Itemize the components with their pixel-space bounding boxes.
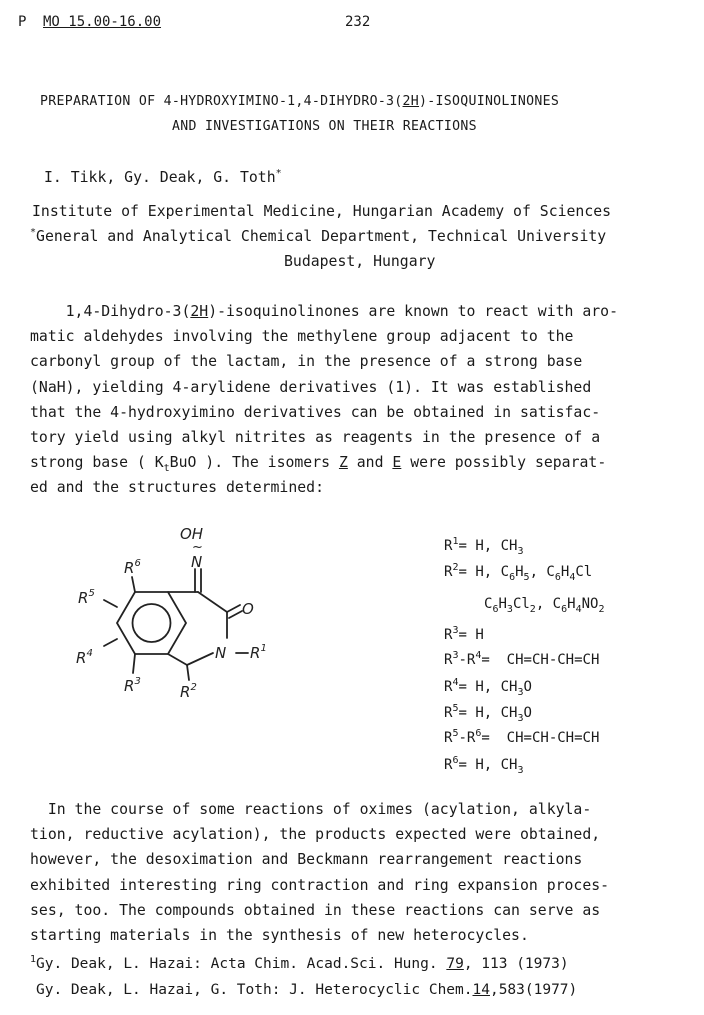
r4-definition: $R^4= H$, $CH_3O$	[444, 677, 532, 698]
r6-label: $R^6$	[124, 558, 141, 577]
oxime-n-label: N	[191, 553, 203, 571]
para1-line: carbonyl group of the lactam, in the presence of a strong base	[30, 353, 583, 371]
r5-definition: $R^5= H$, $CH_3O$	[444, 703, 532, 724]
para1-line: 1,4-Dihydro-3(2H)-isoquinolinones are known to react with aro-	[30, 303, 618, 320]
affiliation-line-1: Institute of Experimental Medicine, Hungarian Academy of Sciences	[32, 203, 612, 220]
title-line-2: AND INVESTIGATIONS ON THEIR REACTIONS	[172, 119, 477, 134]
para1-line: ed and the structures determined:	[30, 479, 324, 497]
results-paragraph	[30, 797, 609, 948]
affiliation-line-2: *General and Analytical Chemical Department, Technical University	[30, 227, 607, 245]
oh-label: OH	[180, 525, 204, 543]
para1-line: (NaH), yielding 4-arylidene derivatives (1). It was established	[30, 378, 592, 396]
authors: I. Tikk, Gy. Deak, G. Toth*	[44, 168, 282, 186]
para2-line: exhibited interesting ring contraction and ring expansion proces-	[30, 876, 610, 894]
r6-definition: $R^6= H$, $CH_3$	[444, 755, 524, 776]
aromatic-circle	[133, 604, 171, 642]
ring-n-label: N	[215, 644, 227, 662]
r2-label: $R^2$	[180, 682, 197, 701]
intro-paragraph	[30, 299, 618, 501]
para1-line: tory yield using alkyl nitrites as reagents in the presence of a	[30, 429, 601, 447]
page-number: 232	[345, 14, 371, 30]
reference-1: $^1$Gy. Deak, L. Hazai: Acta Chim. Acad.Sci. Hung. 79, 113 (1973)	[30, 954, 569, 972]
r2-definition-cont: $C_6H_3Cl_2$, $C_6H_4NO_2$	[484, 596, 605, 615]
r2-definition: $R^2= H$, $C_6H_5$, $C_6H_4Cl$	[444, 562, 593, 583]
r4-label: $R^4$	[76, 648, 93, 667]
para1-line: matic aldehydes involving the methylene group adjacent to the	[30, 328, 574, 346]
r3-label: $R^3$	[124, 676, 141, 695]
title-line-1: PREPARATION OF 4-HYDROXYIMINO-1,4-DIHYDRO-3(2H)-ISOQUINOLINONES	[40, 94, 560, 109]
session-code: MO 15.00-16.00	[43, 14, 162, 30]
isoquinolinone-structure	[60, 515, 350, 715]
r3-r4-definition: $R^3-R^4= CH=CH-CH=CH$	[444, 650, 600, 668]
reference-2: Gy. Deak, L. Hazai, G. Toth: J. Heterocyclic Chem.14,583(1977)	[36, 982, 578, 998]
benzene-ring	[117, 592, 186, 654]
tilde-label: ~	[192, 540, 203, 555]
para1-line: that the 4-hydroxyimino derivatives can be obtained in satisfac-	[30, 403, 601, 421]
n-r1-label: $R^1$	[250, 643, 267, 662]
affiliation-line-3: Budapest, Hungary	[284, 253, 436, 270]
para2-line: In the course of some reactions of oximes (acylation, alkyla-	[30, 801, 592, 818]
r5-label: $R^5$	[78, 588, 95, 607]
session-prefix: P	[18, 14, 27, 30]
para1-line: strong base ( $K_tBuO$ ). The isomers Z and E were possibly separat-	[30, 454, 607, 475]
para2-line: tion, reductive acylation), the products expected were obtained,	[30, 826, 601, 844]
para2-line: ses, too. The compounds obtained in these reactions can serve as	[30, 901, 601, 919]
para2-line: however, the desoximation and Beckmann rearrangement reactions	[30, 851, 583, 869]
r1-definition: $R^1= H$, $CH_3$	[444, 536, 524, 557]
r3-definition: $R^3= H$	[444, 625, 484, 643]
para2-line: starting materials in the synthesis of new heterocycles.	[30, 927, 529, 945]
oxygen-label: O	[242, 600, 254, 618]
r5-r6-definition: $R^5-R^6= CH=CH-CH=CH$	[444, 728, 600, 746]
